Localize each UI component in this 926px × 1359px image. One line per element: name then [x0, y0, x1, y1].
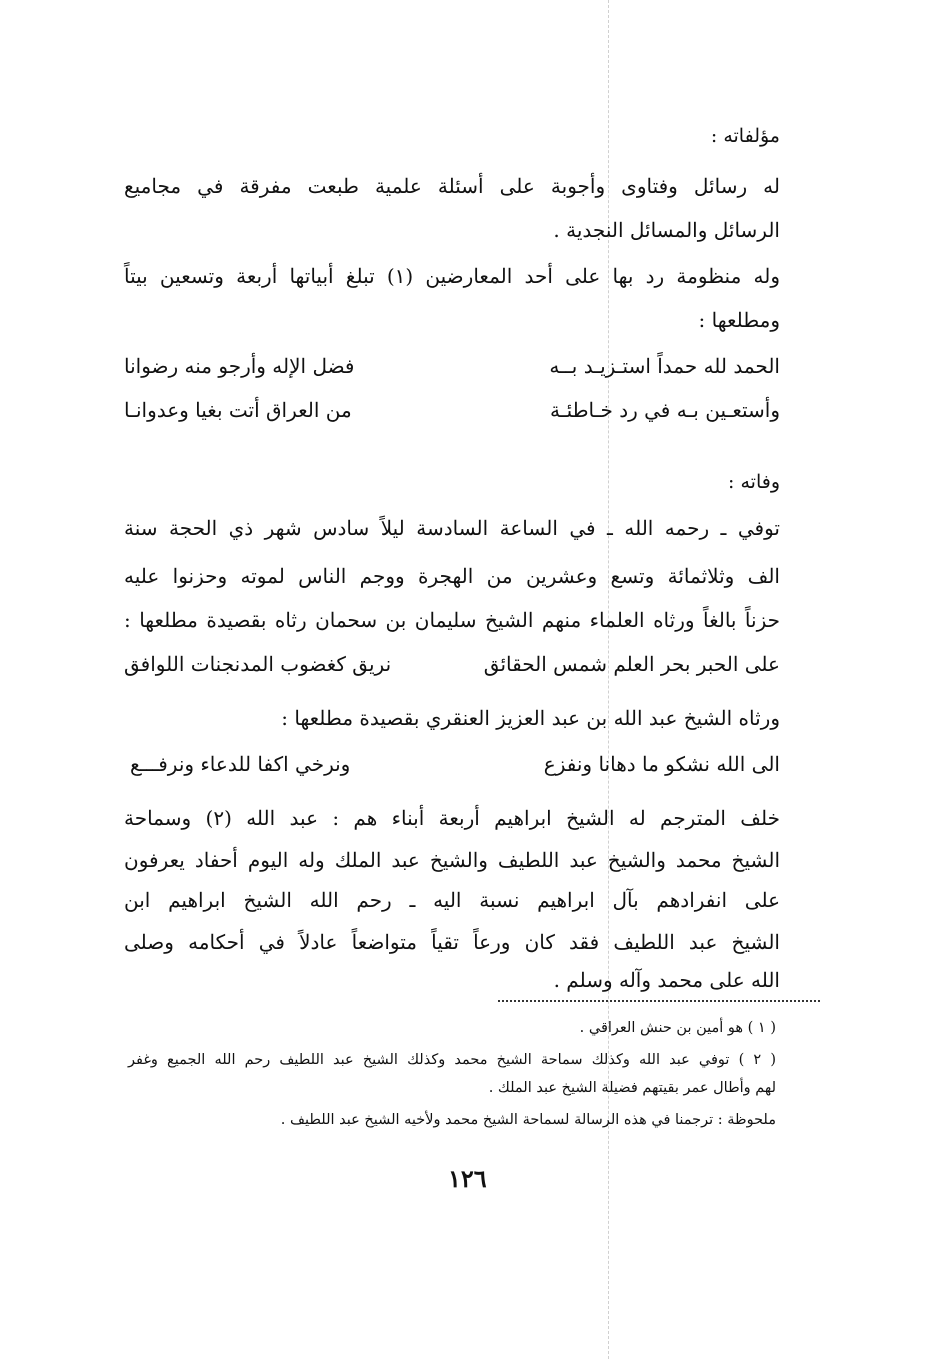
- poem-verse-1-second: فضل الإله وأرجو منه رضوانا: [124, 354, 355, 378]
- descendants-line-4: الشيخ عبد اللطيف فقد كان ورعاً تقياً متواضعاً عادلاً في أحكامه وصلى: [124, 930, 780, 954]
- descendants-line-5: الله على محمد وآله وسلم .: [553, 968, 780, 992]
- poem-verse-1-first: الحمد لله حمداً استـزيـد بــه: [549, 354, 780, 378]
- elegy1-second: نريق كغضوب المدنجنات اللوافق: [124, 652, 392, 676]
- death-line-3: حزناً بالغاً ورثاه العلماء منهم الشيخ سليمان بن سحمان رثاه بقصيدة مطلعها :: [124, 608, 780, 632]
- works-heading: مؤلفاته :: [710, 125, 780, 147]
- descendants-line-1: خلف المترجم له الشيخ ابراهيم أربعة أبناء هم : عبد الله (٢) وسماحة: [124, 806, 780, 830]
- death-line-1: توفي ـ رحمه الله ـ في الساعة السادسة ليلاً سادس شهر ذي الحجة سنة: [124, 516, 780, 540]
- page-number: ١٢٦: [448, 1164, 487, 1193]
- footnote-2: ( ٢ ) توفي عبد الله وكذلك سماحة الشيخ محمد وكذلك الشيخ عبد اللطيف رحم الله الجميع وغفر: [128, 1052, 776, 1068]
- works-line-1: له رسائل وفتاوى وأجوبة على أسئلة علمية طبعت مفرقة في مجاميع: [124, 174, 780, 198]
- poem-intro-line-1: وله منظومة رد بها على أحد المعارضين (١) تبلغ أبياتها أربعة وتسعين بيتاً: [124, 264, 780, 288]
- footnote-1: ( ١ ) هو أمين بن حنش العراقي .: [579, 1020, 776, 1036]
- page-fold-line: [608, 0, 609, 1359]
- footnote-note: ملحوظة : ترجمنا في هذه الرسالة لسماحة الشيخ محمد ولأخيه الشيخ عبد اللطيف .: [280, 1112, 776, 1128]
- footnote-separator: [498, 1000, 820, 1002]
- works-line-2: الرسائل والمسائل النجدية .: [553, 218, 780, 242]
- elegy2-intro: ورثاه الشيخ عبد الله بن عبد العزيز العنقري بقصيدة مطلعها :: [281, 706, 780, 730]
- footnote-2-cont: لهم وأطال عمر بقيتهم فضيلة الشيخ عبد الملك .: [488, 1080, 776, 1096]
- poem-verse-2-first: وأستعـين بـه في رد خـاطئـة: [550, 398, 780, 422]
- descendants-line-2: الشيخ محمد والشيخ عبد اللطيف والشيخ عبد الملك وله اليوم أحفاد يعرفون: [124, 848, 780, 872]
- death-heading: وفاته :: [728, 471, 780, 493]
- elegy1-first: على الحبر بحر العلم شمس الحقائق: [483, 652, 780, 676]
- death-line-2: الف وثلاثمائة وتسع وعشرين من الهجرة ووجم الناس لموته وحزنوا عليه: [124, 564, 780, 588]
- poem-intro-line-2: ومطلعها :: [698, 308, 780, 332]
- elegy2-first: الى الله نشكو ما دهانا ونفزع: [543, 752, 780, 776]
- descendants-line-3: على انفرادهم بآل ابراهيم نسبة اليه ـ رحم الله الشيخ ابراهيم ابن: [124, 888, 780, 912]
- poem-verse-2-second: من العراق أتت بغيا وعدوانـا: [124, 398, 352, 422]
- elegy2-second: ونرخي اكفا للدعاء ونرفـــع: [130, 752, 351, 776]
